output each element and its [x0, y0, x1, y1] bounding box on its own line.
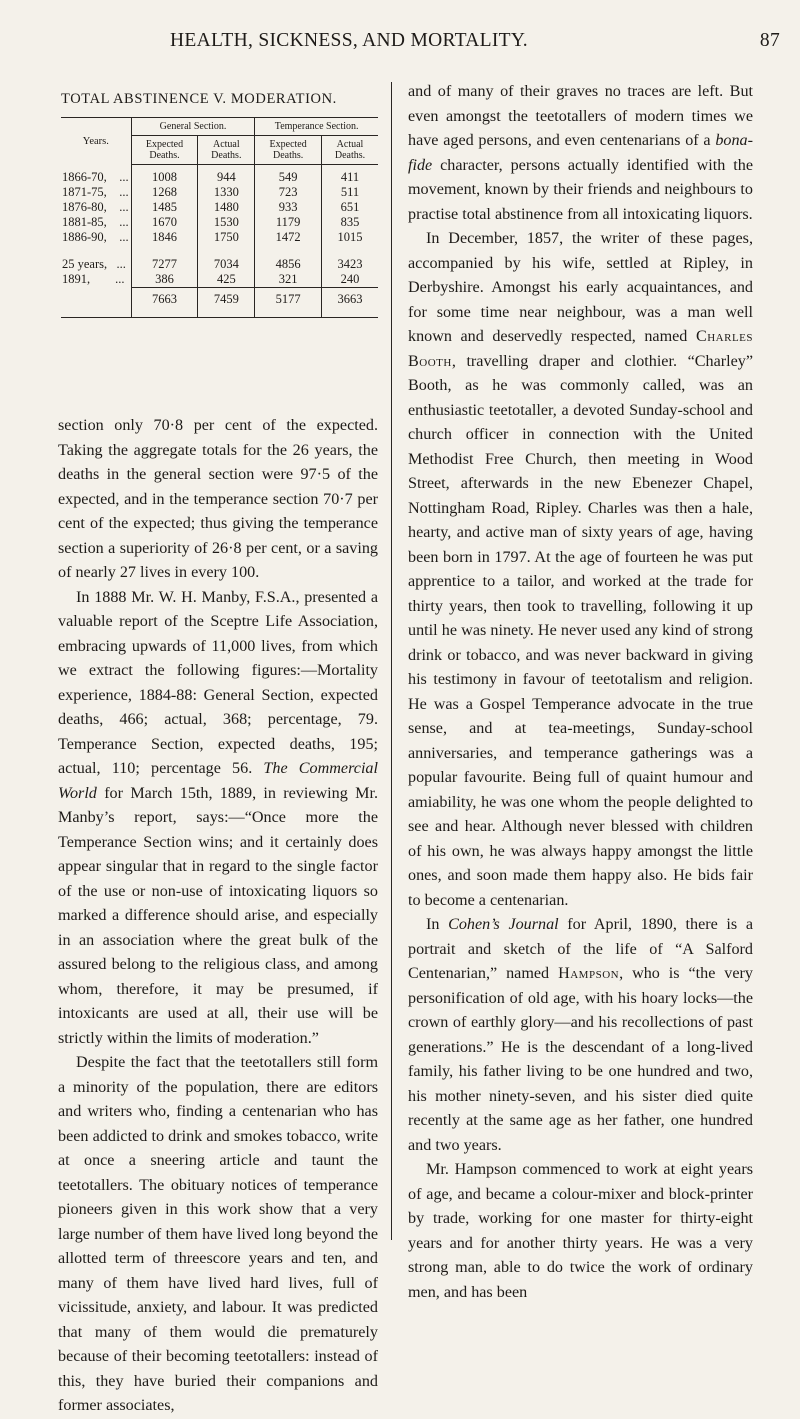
journal-title-cohens-journal: Cohen’s Journal	[448, 916, 559, 933]
italic-bona-fide: bona-fide	[408, 132, 753, 174]
right-p3-text-b: for April, 1890, there is a portrait and sketch of the life of “A Salford Centenarian,” named	[408, 916, 753, 982]
temperance-expected-cell: 723	[255, 185, 322, 200]
temperance-actual-cell: 511	[321, 185, 378, 200]
table-row	[61, 200, 378, 215]
total-ta-cell: 3663	[321, 288, 378, 318]
general-actual-cell: 1330	[198, 185, 255, 200]
mortality-table	[61, 117, 378, 318]
total-ga-cell: 7459	[198, 288, 255, 318]
total-te-cell: 5177	[255, 288, 322, 318]
table-row	[61, 272, 378, 288]
general-expected-header: Expected Deaths.	[131, 136, 198, 165]
totals-blank-cell	[61, 288, 131, 318]
general-section-header: General Section.	[131, 118, 255, 136]
left-paragraph-3: Despite the fact that the teetotallers still form a minority of the population, there are editors and writers who, finding a centenarian who has been addicted to drink and smokes tobacco, write at once a sneering article and taunt the teetotallers. The obituary notices of temperance pioneers given in this work show that a very large number of them have lived long beyond the allotted term of threescore years and ten, and many of them have lived hard lives, full of vicissitude, anxiety, and labour. It was predicted that many of them would die prematurely because of their becoming teetotallers: instead of this, they have buried their companions and former associates,	[58, 1054, 378, 1414]
years-cell: 1876-80, ...	[62, 200, 129, 214]
right-paragraph-4: Mr. Hampson commenced to work at eight years of age, and became a colour-mixer and block-printer by trade, working for one master for thirty-eight years and for another thirty years. He was a very strong man, able to do twice the work of ordinary men, and has been	[408, 1161, 753, 1301]
temperance-actual-cell: 1015	[321, 230, 378, 245]
right-p2-text-b: , travelling draper and clothier. “Charley” Booth, as he was commonly called, was an enthusiastic teetotaller, a devoted Sunday-school and church officer in connection with the United Methodist Free Church, then meeting in Wood Street, afterwards in the new Ebenezer Chapel, Nottingham Road, Ripley. Charles was then a hale, hearty, and active man of sixty years of age, having been born in 1797. At the age of fourteen he was put apprentice to a tailor, and worked at the trade for thirty years, then took to travelling, following it up until he was ninety. He never used any kind of strong drink or tobacco, and was never backward in giving his testimony in favour of teetotalism and religion. He was a Gospel Temperance advocate in the true sense, and at tea-meetings, Sunday-school anniversaries, and temperance gatherings was a popular favourite. Being full of quaint humour and amiability, he was one whom the people delighted to see and hear. Although never blessed with children of his own, he was always happy amongst the little ones, and soon made them happy also. He bids fair to become a centenarian.	[408, 352, 753, 909]
table-row	[61, 230, 378, 245]
general-actual-cell: 1480	[198, 200, 255, 215]
general-expected-cell: 1846	[131, 230, 198, 245]
temperance-actual-cell: 3423	[321, 257, 378, 272]
temperance-actual-cell: 240	[321, 272, 378, 288]
column-divider	[391, 82, 392, 1240]
years-cell: 1886-90, ...	[62, 230, 129, 244]
general-actual-cell: 7034	[198, 257, 255, 272]
table-body	[61, 165, 378, 318]
temperance-section-header: Temperance Section.	[255, 118, 378, 136]
journal-title-commercial-world: The Commercial World	[58, 760, 378, 802]
table-spacer-row	[61, 245, 378, 257]
page-number: 87	[759, 30, 780, 51]
years-cell: 1866-70, ...	[62, 169, 129, 184]
temperance-actual-cell: 835	[321, 215, 378, 230]
table-row	[61, 257, 378, 272]
temperance-expected-cell: 321	[255, 272, 322, 288]
general-expected-cell: 7277	[131, 257, 198, 272]
right-paragraph-3	[408, 913, 753, 1158]
general-expected-cell: 1268	[131, 185, 198, 200]
temperance-expected-cell: 1179	[255, 215, 322, 230]
general-actual-cell: 425	[198, 272, 255, 288]
table-row	[61, 185, 378, 200]
years-cell: 25 years, ...	[62, 257, 126, 271]
name-hampson: Hampson	[558, 965, 620, 982]
general-expected-cell: 1670	[131, 215, 198, 230]
temperance-expected-cell: 1472	[255, 230, 322, 245]
temperance-actual-cell: 411	[321, 165, 378, 186]
table-row	[61, 165, 378, 186]
right-p1-text-b: character, persons actually identified with the movement, known by their friends and neighbours to practise total abstinence from all intoxicating liquors.	[408, 156, 753, 223]
left-paragraph-1: section only 70·8 per cent of the expected. Taking the aggregate totals for the 26 years, the deaths in the general section were 97·5 of the expected, and in the temperance section 70·7 per cent of the expected; thus giving the temperance section a superiority of 26·8 per cent, or a saving of nearly 27 lives in every 100.	[58, 417, 378, 581]
right-p2-text-a: In December, 1857, the writer of these pages, accompanied by his wife, settled at Ripley, in Derbyshire. Amongst his early acquaintances, and for some time near neighbour, was a man well known and deservedly respected, named	[408, 230, 753, 345]
left-paragraph-2	[58, 586, 378, 1052]
right-column-text	[408, 80, 753, 1305]
general-expected-cell: 386	[131, 272, 198, 288]
name-charles-booth: Charles Booth	[408, 328, 753, 370]
right-paragraph-2	[408, 227, 753, 913]
table-row	[61, 215, 378, 230]
temperance-actual-header: Actual Deaths.	[321, 136, 378, 165]
table-totals-row	[61, 288, 378, 318]
right-paragraph-1	[408, 80, 753, 227]
temperance-expected-header: Expected Deaths.	[255, 136, 322, 165]
years-cell: 1891, ...	[62, 272, 125, 287]
temperance-expected-cell: 4856	[255, 257, 322, 272]
years-cell: 1871-75, ...	[62, 185, 129, 199]
temperance-expected-cell: 549	[255, 165, 322, 186]
right-p3-text-c: , who is “the very personification of old age, with his hoary locks—the crown of earthly glory—and his recollections of past generations.” He is the descendant of a long-lived family, his father living to be one hundred and two, his mother ninety-seven, and his sister died quite recently at the same age as her father, one hundred and two years.	[408, 965, 753, 1154]
left-p2-text-b: for March 15th, 1889, in reviewing Mr. Manby’s report, says:—“Once more the Temperance Section wins; and it certainly does appear singular that in regard to the single factor of the use or non-use of intoxicating liquors so marked a difference should arise, and especially in an association where the great bulk of the assured belong to the religious class, and among whom, therefore, it may be presumed, if intoxicants are used at all, their use will be strictly within the limits of moderation.”	[58, 784, 378, 1047]
col-years-header: Years.	[61, 118, 131, 165]
table-title: TOTAL ABSTINENCE V. MODERATION.	[61, 91, 337, 107]
temperance-expected-cell: 933	[255, 200, 322, 215]
general-actual-cell: 1530	[198, 215, 255, 230]
general-actual-cell: 944	[198, 165, 255, 186]
general-expected-cell: 1008	[131, 165, 198, 186]
right-p3-text-a: In	[426, 916, 440, 933]
right-p1-text-a: and of many of their graves no traces are left. But even amongst the teetotallers of modern times we have aged persons, and even centenarians of a	[408, 83, 753, 149]
general-actual-cell: 1750	[198, 230, 255, 245]
left-column-text	[58, 414, 378, 1419]
running-title: HEALTH, SICKNESS, AND MORTALITY.	[170, 30, 528, 51]
years-cell: 1881-85, ...	[62, 215, 129, 229]
general-actual-header: Actual Deaths.	[198, 136, 255, 165]
left-p2-text-a: In 1888 Mr. W. H. Manby, F.S.A., presented a valuable report of the Sceptre Life Association, embracing upwards of 11,000 lives, from which we extract the following figures:—Mortality experience, 1884-88: General Section, expected deaths, 466; actual, 368; percentage, 79. Temperance Section, expected deaths, 195; actual, 110; percentage 56.	[58, 588, 378, 777]
temperance-actual-cell: 651	[321, 200, 378, 215]
general-expected-cell: 1485	[131, 200, 198, 215]
total-ge-cell: 7663	[131, 288, 198, 318]
